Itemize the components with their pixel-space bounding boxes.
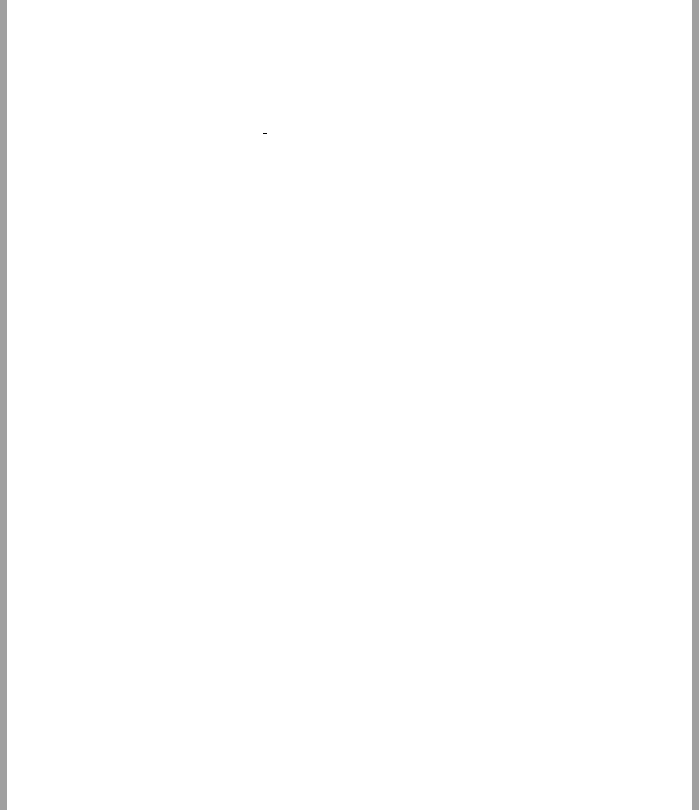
formula-denominator	[263, 133, 267, 135]
formula-fraction	[263, 132, 267, 135]
left-window-border	[0, 0, 7, 810]
right-window-border	[692, 0, 699, 810]
transfer-function-formula	[255, 122, 269, 144]
